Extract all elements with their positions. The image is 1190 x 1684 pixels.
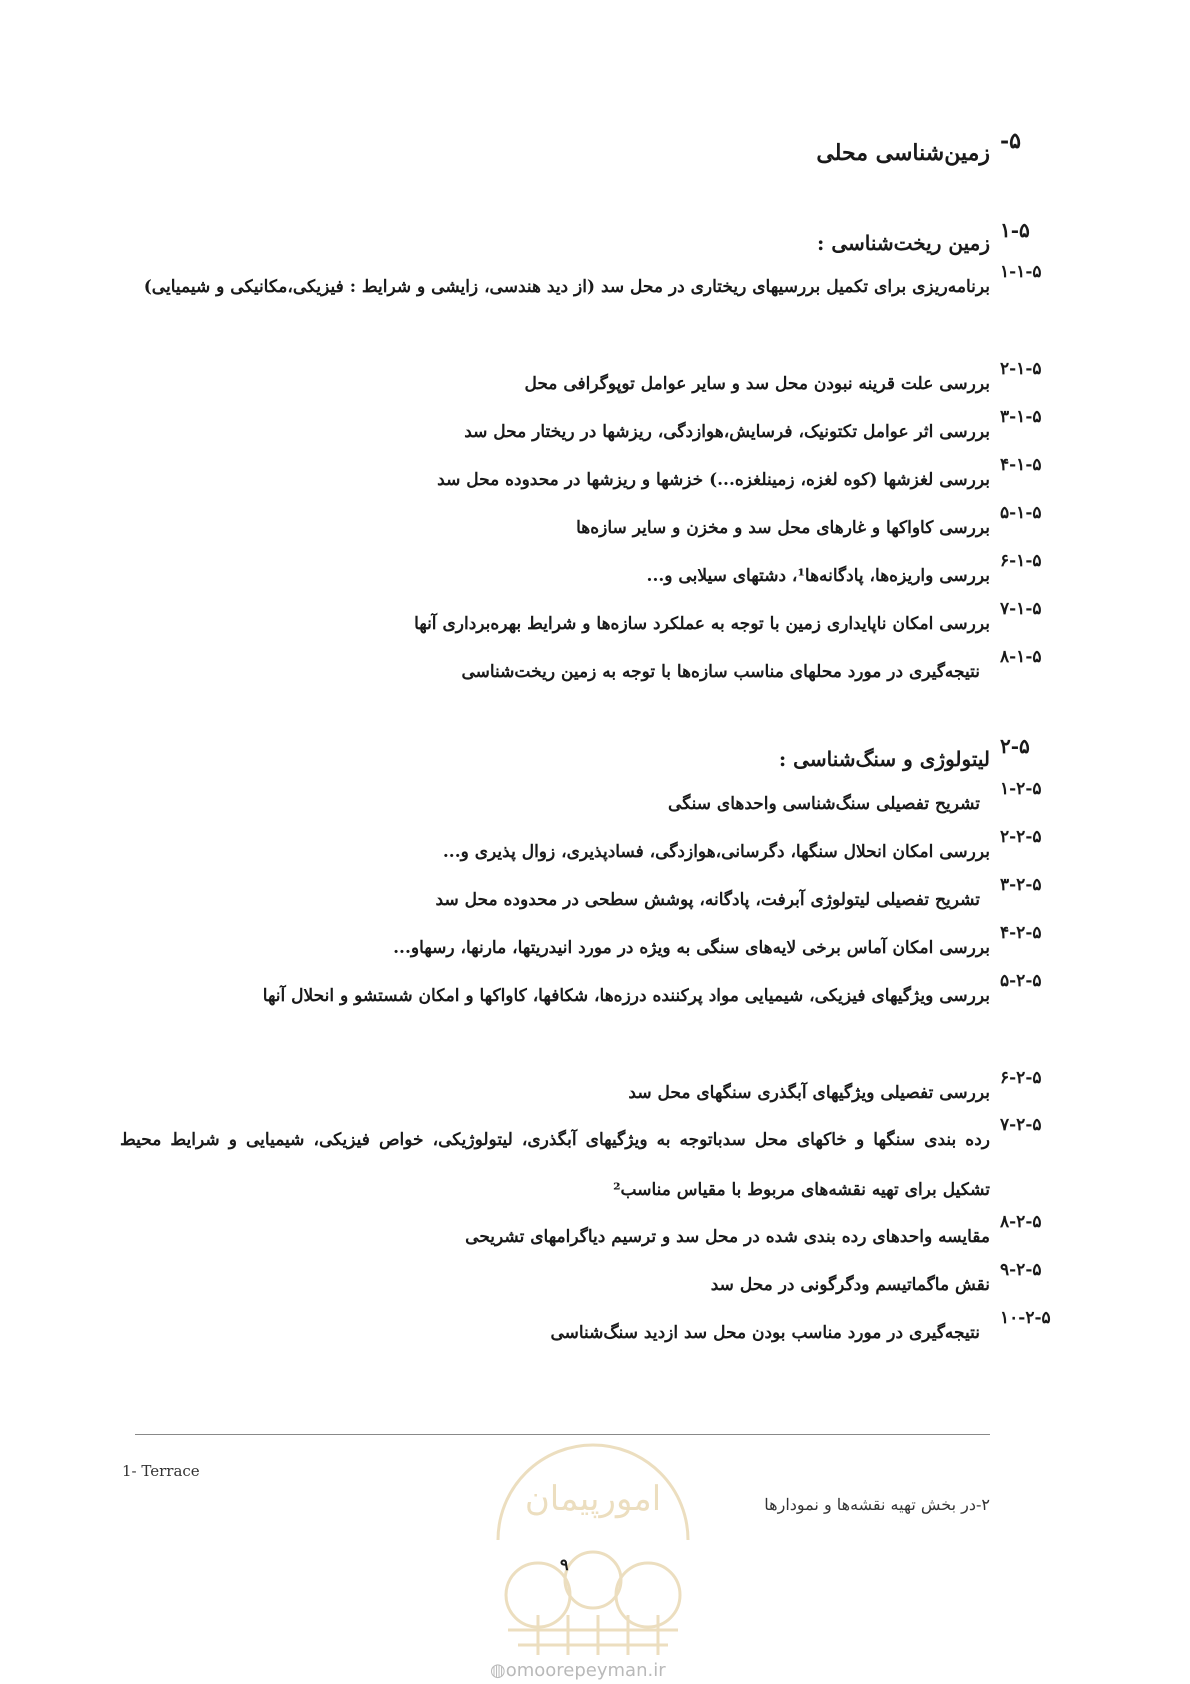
- item-text: بررسی واریزه‌ها، پادگانه‌ها¹، دشتهای سیلابی و...: [646, 566, 990, 586]
- item-text: بررسی تفصیلی ویژگیهای آبگذری سنگهای محل سد: [628, 1083, 990, 1103]
- item-text: مقایسه واحدهای رده بندی شده در محل سد و ترسیم دیاگرامهای تشریحی: [465, 1227, 990, 1247]
- footnote-2: ۲-در بخش تهیه نقشه‌ها و نمودارها: [764, 1495, 990, 1514]
- list-item: [120, 599, 1042, 649]
- list-item: [120, 359, 1042, 409]
- item-text: نتیجه‌گیری در مورد محلهای مناسب سازه‌ها با توجه به زمین ریخت‌شناسی: [461, 662, 980, 682]
- list-item: [120, 1068, 1042, 1118]
- watermark-logo: [478, 1420, 708, 1660]
- chapter-title: زمین‌شناسی محلی: [816, 140, 990, 166]
- item-number: ۴-۱-۵: [1000, 455, 1042, 475]
- item-number: ۷-۲-۵: [1000, 1115, 1042, 1135]
- section-title: زمین ریخت‌شناسی :: [816, 231, 990, 255]
- list-item: [120, 779, 1042, 829]
- section-number: ۲-۵: [1000, 734, 1030, 758]
- globe-icon: ◍: [490, 1660, 506, 1681]
- item-number: ۶-۱-۵: [1000, 551, 1042, 571]
- item-text: بررسی امکان ناپایداری زمین با توجه به عملکرد سازه‌ها و شرایط بهره‌برداری آنها: [414, 614, 990, 634]
- item-number: ۸-۲-۵: [1000, 1212, 1042, 1232]
- item-number: ۳-۱-۵: [1000, 407, 1042, 427]
- list-item: [120, 1308, 1051, 1358]
- watermark-logo-text: امورپیمان: [524, 1479, 662, 1519]
- item-number: ۵-۲-۵: [1000, 971, 1042, 991]
- item-number: ۴-۲-۵: [1000, 923, 1042, 943]
- item-text: بررسی کاواکها و غارهای محل سد و مخزن و سایر سازه‌ها: [576, 518, 990, 538]
- section-title: لیتولوژی و سنگ‌شناسی :: [778, 747, 990, 771]
- item-text: رده بندی سنگها و خاکهای محل سدباتوجه به ویژگیهای آبگذری، لیتولوژیکی، خواص فیزیکی، شیمیایی و شرایط محیط تشکیل برای تهیه نقشه‌های مربوط با مقیاس مناسب²: [120, 1130, 990, 1200]
- list-item: [120, 827, 1042, 877]
- item-number: ۹-۲-۵: [1000, 1260, 1042, 1280]
- item-text: بررسی امکان انحلال سنگها، دگرسانی،هوازدگی، فسادپذیری، زوال پذیری و...: [442, 842, 990, 862]
- list-item: [120, 1260, 1042, 1310]
- item-text: بررسی ویژگیهای فیزیکی، شیمیایی مواد پرکننده درزه‌ها، شکافها، کاواکها و امکان شستشو و انحلال آنها: [262, 986, 990, 1006]
- list-item: [120, 455, 1042, 505]
- page-number: ۹: [560, 1555, 569, 1574]
- chapter-number: -۵: [1000, 128, 1021, 154]
- list-item: [120, 647, 1042, 697]
- section-heading: [120, 734, 1030, 784]
- item-number: ۲-۲-۵: [1000, 827, 1042, 847]
- list-item: [120, 1115, 1042, 1215]
- item-number: ۷-۱-۵: [1000, 599, 1042, 619]
- item-text: بررسی امکان آماس برخی لایه‌های سنگی به ویژه در مورد انیدریتها، مارنها، رسهاو...: [393, 938, 990, 958]
- item-number: ۱-۲-۵: [1000, 779, 1042, 799]
- list-item: [120, 503, 1042, 553]
- footnote-1: 1- Terrace: [122, 1462, 200, 1480]
- list-item: [120, 875, 1042, 925]
- watermark-site: ◍omoorepeyman.ir: [490, 1660, 666, 1681]
- item-text: نتیجه‌گیری در مورد مناسب بودن محل سد ازدید سنگ‌شناسی: [550, 1323, 980, 1343]
- section-heading: [120, 218, 1030, 268]
- item-text: بررسی اثر عوامل تکتونیک، فرسایش،هوازدگی، ریزشها در ریختار محل سد: [464, 422, 990, 442]
- item-text: برنامه‌ریزی برای تکمیل بررسیهای ریختاری در محل سد (از دید هندسی، زایشی و شرایط : فیزیکی،مکانیکی و شیمیایی): [143, 277, 990, 297]
- list-item: [120, 551, 1042, 601]
- item-number: ۵-۱-۵: [1000, 503, 1042, 523]
- chapter-heading: [120, 128, 1021, 178]
- section-number: ۱-۵: [1000, 218, 1030, 242]
- item-number: ۲-۱-۵: [1000, 359, 1042, 379]
- list-item: [120, 971, 1042, 1021]
- list-item: [120, 923, 1042, 973]
- item-text: بررسی لغزشها (کوه لغزه، زمینلغزه...) خزشها و ریزشها در محدوده محل سد: [437, 470, 990, 490]
- list-item: [120, 262, 1042, 312]
- item-number: ۳-۲-۵: [1000, 875, 1042, 895]
- item-text: تشریح تفصیلی سنگ‌شناسی واحدهای سنگی: [668, 794, 980, 814]
- item-text: نقش ماگماتیسم ودگرگونی در محل سد: [710, 1275, 990, 1295]
- item-number: ۶-۲-۵: [1000, 1068, 1042, 1088]
- list-item: [120, 1212, 1042, 1262]
- item-number: ۸-۱-۵: [1000, 647, 1042, 667]
- list-item: [120, 407, 1042, 457]
- item-number: ۱۰-۲-۵: [1000, 1308, 1051, 1328]
- item-text: بررسی علت قرینه نبودن محل سد و سایر عوامل توپوگرافی محل: [524, 374, 990, 394]
- item-text: تشریح تفصیلی لیتولوژی آبرفت، پادگانه، پوشش سطحی در محدوده محل سد: [435, 890, 980, 910]
- item-number: ۱-۱-۵: [1000, 262, 1042, 282]
